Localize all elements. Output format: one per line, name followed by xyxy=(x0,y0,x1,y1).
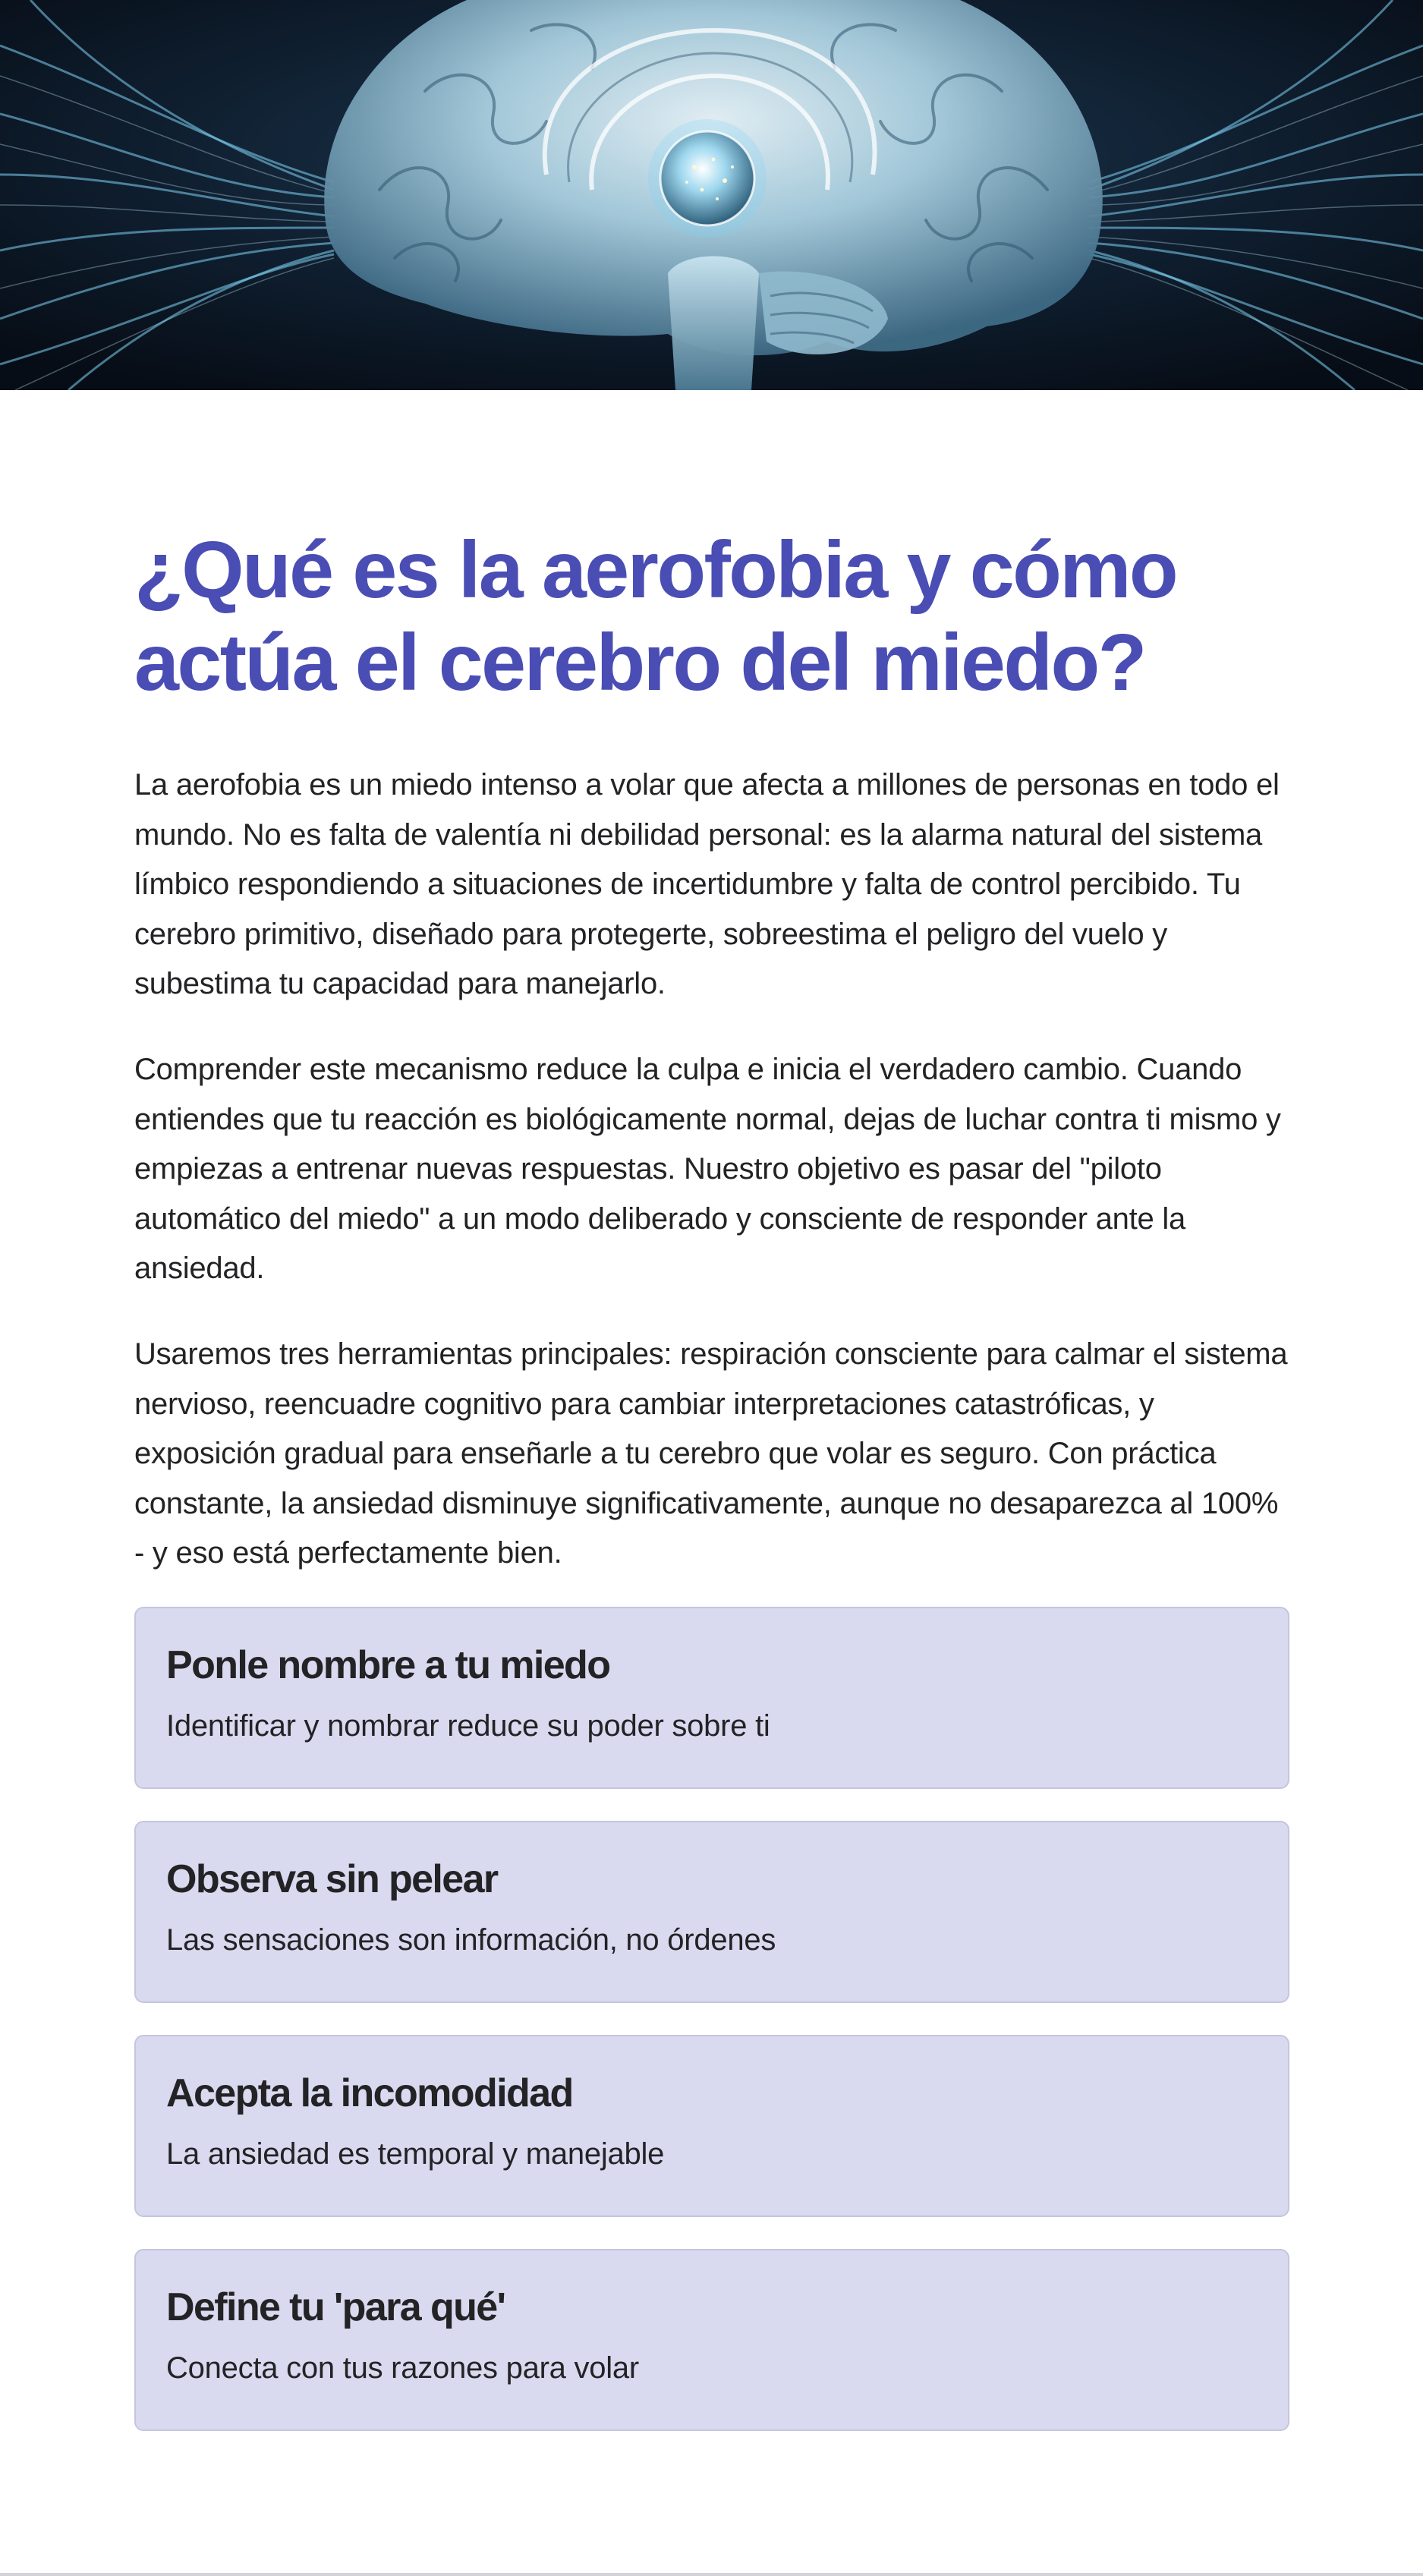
tip-card-text: La ansiedad es temporal y manejable xyxy=(166,2137,665,2171)
paragraph-tools: Usaremos tres herramientas principales: respiración consciente para calmar el sistema nervioso, reencuadre cognitivo para cambiar interpretaciones catastróficas, y exposición gradual para enseñarle a tu cerebro que volar es seguro. Con práctica constante, la ansiedad disminuye significativamente, aunque no desaparezca al 100% - y eso está perfectamente bien. xyxy=(134,1337,1288,1570)
hero-banner xyxy=(0,0,1423,390)
tip-card xyxy=(134,1607,1289,1789)
article-content xyxy=(134,524,1289,2463)
tip-card xyxy=(134,1821,1289,2003)
tip-card-text: Las sensaciones son información, no órdenes xyxy=(166,1923,776,1957)
tip-card-title: Define tu 'para qué' xyxy=(166,2285,505,2329)
tip-card-title: Observa sin pelear xyxy=(166,1856,498,1901)
tips-list xyxy=(134,1607,1289,2431)
bottom-divider xyxy=(0,2573,1423,2576)
tip-card xyxy=(134,2035,1289,2217)
brain-illustration-icon xyxy=(0,0,1423,390)
tip-card-text: Conecta con tus razones para volar xyxy=(166,2351,639,2385)
tip-card-title: Acepta la incomodidad xyxy=(166,2071,573,2115)
tip-card-text: Identificar y nombrar reduce su poder sobre ti xyxy=(166,1708,770,1743)
paragraph-mechanism: Comprender este mecanismo reduce la culpa e inicia el verdadero cambio. Cuando entiendes que tu reacción es biológicamente normal, dejas de luchar contra ti mismo y empiezas a entrenar nuevas respuestas. Nuestro objetivo es pasar del "piloto automático del miedo" a un modo deliberado y consciente de responder ante la ansiedad. xyxy=(134,1052,1281,1286)
tip-card-title: Ponle nombre a tu miedo xyxy=(166,1642,610,1687)
page-title: ¿Qué es la aerofobia y cómo actúa el cerebro del miedo? xyxy=(134,525,1177,707)
tip-card xyxy=(134,2249,1289,2431)
article-body xyxy=(134,761,1289,1579)
paragraph-intro: La aerofobia es un miedo intenso a volar que afecta a millones de personas en todo el mundo. No es falta de valentía ni debilidad personal: es la alarma natural del sistema límbico respondiendo a situaciones de incertidumbre y falta de control percibido. Tu cerebro primitivo, diseñado para protegerte, sobreestima el peligro del vuelo y subestima tu capacidad para manejarlo. xyxy=(134,768,1280,1001)
